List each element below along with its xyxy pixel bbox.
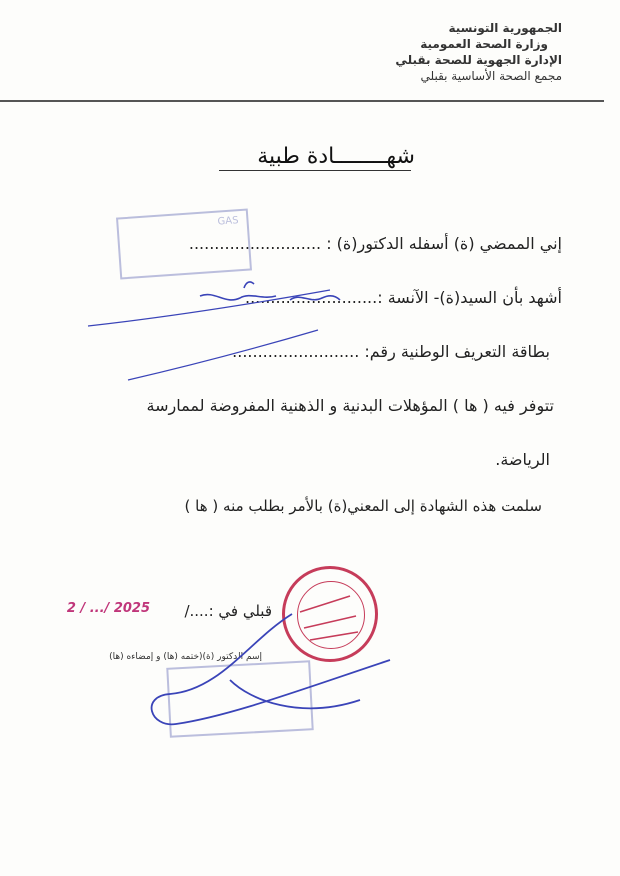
title-underline	[219, 170, 411, 171]
header-republic: الجمهورية التونسية	[448, 21, 562, 35]
header-divider	[0, 100, 604, 102]
id-card-line: بطاقة التعريف الوطنية رقم: .........................	[232, 342, 550, 361]
sport-line: الرياضة.	[495, 450, 550, 469]
doctor-line: إني الممضي (ة) أسفله الدكتور(ة) : ..........................	[188, 234, 562, 253]
red-official-seal	[282, 566, 378, 662]
header-regional-direction: الإدارة الجهوية للصحة بقبلي	[395, 53, 562, 67]
seal-inner-ring	[297, 581, 365, 649]
date-label: قبلي في :..../	[184, 602, 272, 620]
faded-stamp-text: GAS	[217, 215, 239, 228]
header-ministry: وزارة الصحة العمومية	[420, 37, 548, 51]
header-health-center: مجمع الصحة الأساسية بقبلي	[420, 69, 562, 83]
delivery-statement-line: سلمت هذه الشهادة إلى المعني(ة) بالأمر بطلب منه ( ها )	[184, 497, 542, 515]
patient-line: أشهد بأن السيد(ة)- الآنسة :..........................	[244, 288, 562, 307]
date-handwritten: 2025 /... / 2	[66, 601, 150, 616]
faded-stamp-bottom	[166, 660, 313, 737]
fitness-statement-line: تتوفر فيه ( ها ) المؤهلات البدنية و الذهنية المفروضة لممارسة	[146, 396, 554, 415]
signature-label: إسم الدكتور (ة)(ختمه (ها) و إمضاءه (ها)	[109, 652, 262, 662]
document-title: شهــــــــادة طبية	[257, 144, 415, 169]
